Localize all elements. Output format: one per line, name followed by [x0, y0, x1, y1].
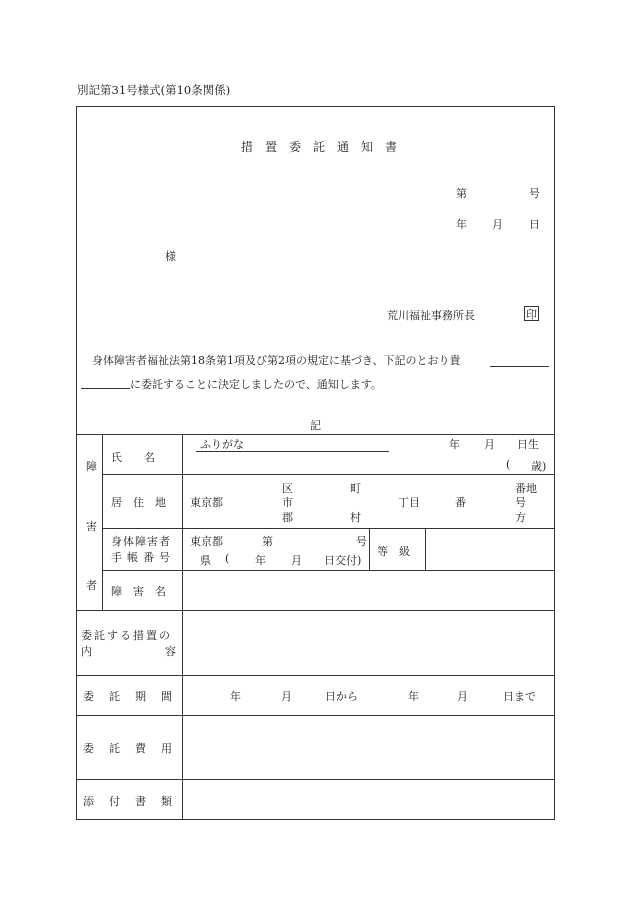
address-gun: 郡: [282, 511, 293, 524]
date-year: 年: [456, 218, 467, 231]
date-month: 月: [492, 218, 503, 231]
document-title: 措置委託通知書: [241, 140, 410, 154]
address-ku: 区: [282, 482, 293, 495]
handbook-ken: 県: [200, 554, 211, 567]
handbook-go: 号: [356, 535, 367, 548]
handbook-label-line1: 身体障害者: [111, 535, 171, 548]
address-shi: 市: [282, 496, 293, 509]
contents-label-line1: 委託する措置の: [81, 629, 172, 642]
table-top-rule: [76, 434, 555, 435]
handbook-month: 月: [291, 554, 302, 567]
number-suffix: 号: [529, 187, 540, 200]
seal-mark: 印: [526, 308, 537, 321]
cost-label: 委託費用: [83, 742, 187, 755]
furigana-field[interactable]: [196, 451, 389, 452]
age-close: 歳): [531, 460, 547, 473]
address-banchi: 番地: [515, 482, 537, 495]
period-month2: 月: [457, 690, 468, 703]
handbook-grade-divider-1: [369, 528, 370, 570]
label-col-divider: [182, 434, 183, 820]
period-year: 年: [230, 690, 241, 703]
furigana-label: ふりがな: [200, 438, 244, 451]
address-chome: 丁目: [398, 496, 420, 509]
issuer-title: 荒川福祉事務所長: [387, 309, 475, 322]
handbook-prefecture: 東京都: [190, 535, 223, 548]
group-label-1: 障: [86, 460, 97, 473]
handbook-dai: 第: [262, 535, 273, 548]
addressee-suffix: 様: [165, 250, 176, 263]
rule-after-handbook: [102, 570, 555, 571]
address-mura: 村: [350, 511, 361, 524]
address-prefecture: 東京都: [190, 496, 223, 509]
group-label-2: 害: [86, 520, 97, 533]
period-to: 日まで: [503, 690, 536, 703]
period-label: 委託期間: [83, 690, 187, 703]
name-label: 氏 名: [111, 451, 155, 464]
ki-label: 記: [310, 419, 321, 432]
group-col-divider: [102, 434, 103, 610]
recipient-blank-1[interactable]: [490, 366, 549, 367]
rule-after-contents: [76, 675, 555, 676]
date-day: 日: [529, 218, 540, 231]
handbook-grade-divider-2: [425, 528, 426, 570]
birth-day: 日生: [517, 438, 539, 451]
rule-after-name: [102, 474, 555, 475]
disability-name-label: 障 害 名: [111, 585, 166, 598]
birth-month: 月: [484, 438, 495, 451]
address-machi: 町: [350, 482, 361, 495]
rule-after-address: [102, 528, 555, 529]
notice-body-line1: 身体障害者福祉法第18条第1項及び第2項の規定に基づき、下記のとおり貴: [92, 354, 461, 367]
period-from: 日から: [325, 690, 358, 703]
handbook-year: 年: [255, 554, 266, 567]
contents-label-line2b: 容: [165, 645, 176, 658]
rule-after-cost: [76, 779, 555, 780]
handbook-label-line2: 手帳番号: [111, 551, 175, 564]
number-prefix: 第: [456, 187, 467, 200]
age-open: (: [506, 458, 511, 471]
rule-after-disability: [76, 610, 555, 611]
address-kata: 方: [515, 511, 526, 524]
form-reference: 別記第31号様式(第10条関係): [77, 83, 231, 97]
contents-label-line2a: 内: [81, 645, 92, 658]
notice-body-line2: に委託することに決定しましたので、通知します。: [130, 378, 382, 391]
group-label-3: 者: [86, 579, 97, 592]
grade-label: 等 級: [377, 545, 410, 558]
recipient-blank-2[interactable]: [81, 388, 130, 389]
handbook-paren: (: [225, 552, 230, 565]
attachments-label: 添付書類: [83, 795, 187, 808]
address-go: 号: [515, 496, 526, 509]
address-ban: 番: [455, 496, 466, 509]
address-label: 居 住 地: [111, 496, 166, 509]
handbook-issued: 日交付): [324, 554, 362, 567]
period-month: 月: [281, 690, 292, 703]
birth-year: 年: [449, 438, 460, 451]
rule-after-period: [76, 715, 555, 716]
period-year2: 年: [408, 690, 419, 703]
